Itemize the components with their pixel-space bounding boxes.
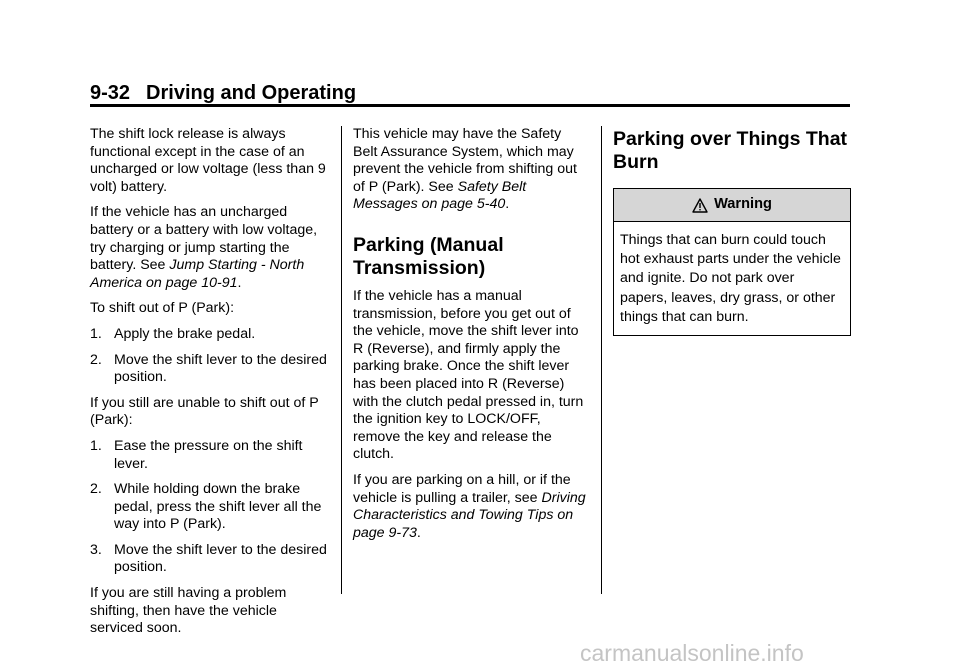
cross-reference-link[interactable]: Driving Characteristics and Towing Tips on page 9-73 bbox=[353, 489, 586, 541]
cross-reference-link[interactable]: Safety Belt Messages on page 5-40 bbox=[353, 178, 527, 213]
column-divider-1 bbox=[341, 126, 342, 594]
warning-title: Warning bbox=[714, 196, 772, 213]
paragraph: If you are still having a problem shifting, then have the vehicle serviced soon. bbox=[90, 585, 287, 637]
header-rule bbox=[90, 104, 850, 107]
section-heading: Parking (Manual Transmission) bbox=[353, 233, 504, 279]
column-3 bbox=[613, 128, 853, 336]
warning-text: Things that can burn could touch hot exhaust parts under the vehicle and ignite. Do not park over papers, leaves, dry grass, or other things that can burn. bbox=[620, 232, 841, 325]
list-item: 1. Apply the brake pedal. bbox=[90, 325, 256, 342]
section-heading: Parking over Things That Burn bbox=[613, 128, 848, 173]
warning-box bbox=[613, 188, 851, 336]
watermark: carmanualsonline.info bbox=[580, 640, 804, 666]
list-item: 2. While holding down the brake pedal, press the shift lever all the way into P (Park). bbox=[90, 481, 322, 533]
paragraph: If you still are unable to shift out of P (Park): bbox=[90, 394, 319, 429]
column-2 bbox=[353, 126, 589, 550]
warning-triangle-icon bbox=[692, 198, 708, 213]
list-item: 3. Move the shift lever to the desired position. bbox=[90, 541, 327, 576]
list-item: 1. Ease the pressure on the shift lever. bbox=[90, 437, 303, 472]
page-header bbox=[90, 82, 850, 104]
column-divider-2 bbox=[601, 126, 602, 594]
steps-list-unable bbox=[90, 438, 330, 577]
section-title: Driving and Operating bbox=[146, 82, 357, 104]
cross-reference-link[interactable]: Jump Starting - North America on page 10-91 bbox=[90, 257, 305, 291]
steps-list-park bbox=[90, 326, 330, 387]
paragraph: If the vehicle has a manual transmission, before you get out of the vehicle, move the shift lever into R (Reverse), and firmly apply the parking brake. Once the shift lever has been placed into R (Reverse) with the clutch pedal pressed in, turn the ignition key to LOCK/OFF, remove the key and release the clutch. bbox=[353, 287, 584, 463]
list-item: 2. Move the shift lever to the desired position. bbox=[90, 351, 327, 386]
paragraph: If the vehicle has an uncharged battery or a battery with low voltage, try charging or jump starting the battery. See Jump Starting - North America on page 10-91. bbox=[90, 204, 318, 291]
paragraph: The shift lock release is always functional except in the case of an uncharged or low voltage (less than 9 volt) battery. bbox=[90, 126, 326, 195]
paragraph: To shift out of P (Park): bbox=[90, 300, 235, 317]
page-number: 9-32 bbox=[90, 82, 131, 104]
paragraph: If you are parking on a hill, or if the vehicle is pulling a trailer, see Driving Characteristics and Towing Tips on page 9-73. bbox=[353, 471, 586, 541]
warning-header bbox=[614, 189, 850, 222]
column-1 bbox=[90, 126, 330, 646]
paragraph: This vehicle may have the Safety Belt Assurance System, which may prevent the vehicle from shifting out of P (Park). See Safety Belt Messages on page 5-40. bbox=[353, 126, 577, 213]
